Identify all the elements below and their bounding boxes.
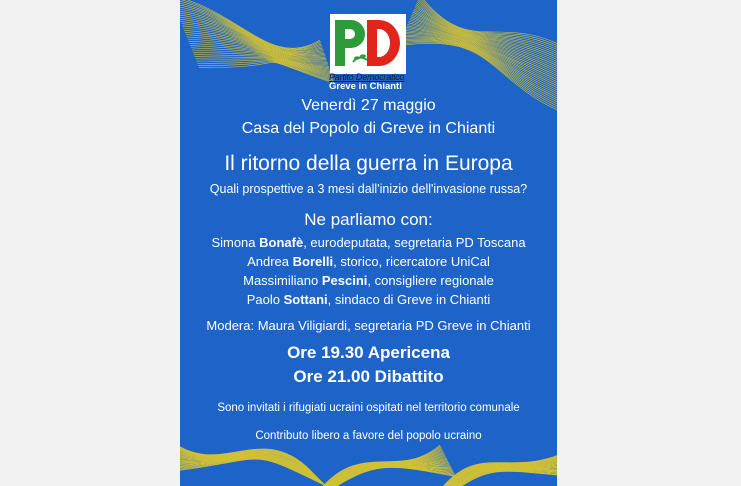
speaker-first-name: Massimiliano — [243, 273, 319, 288]
speaker-role: , storico, ricercatore UniCal — [333, 254, 490, 269]
moderator: Modera: Maura Viligiardi, segretaria PD Greve in Chianti — [206, 318, 531, 333]
event-poster — [180, 0, 557, 486]
refugees-invite: Sono invitati i rifugiati ucraini ospitati nel territorio comunale — [217, 402, 520, 414]
event-subtitle: Quali prospettive a 3 mesi dall'inizio dell'invasione russa? — [209, 182, 528, 196]
pd-logo — [327, 12, 409, 90]
speaker-last-name: Borelli — [292, 254, 334, 269]
speaker-line — [180, 273, 557, 288]
speaker-line — [180, 235, 557, 250]
event-venue: Casa del Popolo di Greve in Chianti — [241, 120, 496, 137]
pd-letters-logo — [327, 14, 403, 72]
speakers-intro: Ne parliamo con: — [304, 210, 433, 229]
speaker-last-name: Sottani — [283, 292, 328, 307]
logo-party-name: Partito Democratico — [329, 72, 405, 82]
speaker-line — [180, 292, 557, 307]
event-date: Venerdì 27 maggio — [301, 97, 436, 114]
speaker-role: , eurodeputata, segretaria PD Toscana — [303, 235, 526, 250]
speaker-role: , consigliere regionale — [367, 273, 494, 288]
speaker-first-name: Simona — [211, 235, 256, 250]
speaker-first-name: Andrea — [247, 254, 290, 269]
speaker-first-name: Paolo — [246, 292, 280, 307]
logo-location: Greve in Chianti — [329, 81, 402, 92]
contribution-note: Contributo libero a favore del popolo ucraino — [255, 430, 482, 442]
speaker-last-name: Bonafè — [259, 235, 304, 250]
speaker-line — [180, 254, 557, 269]
speaker-role: , sindaco di Greve in Chianti — [327, 292, 491, 307]
schedule-debate: Ore 21.00 Dibattito — [293, 367, 444, 386]
schedule-apericena: Ore 19.30 Apericena — [287, 343, 450, 362]
event-title: Il ritorno della guerra in Europa — [224, 152, 513, 175]
speaker-last-name: Pescini — [321, 273, 368, 288]
